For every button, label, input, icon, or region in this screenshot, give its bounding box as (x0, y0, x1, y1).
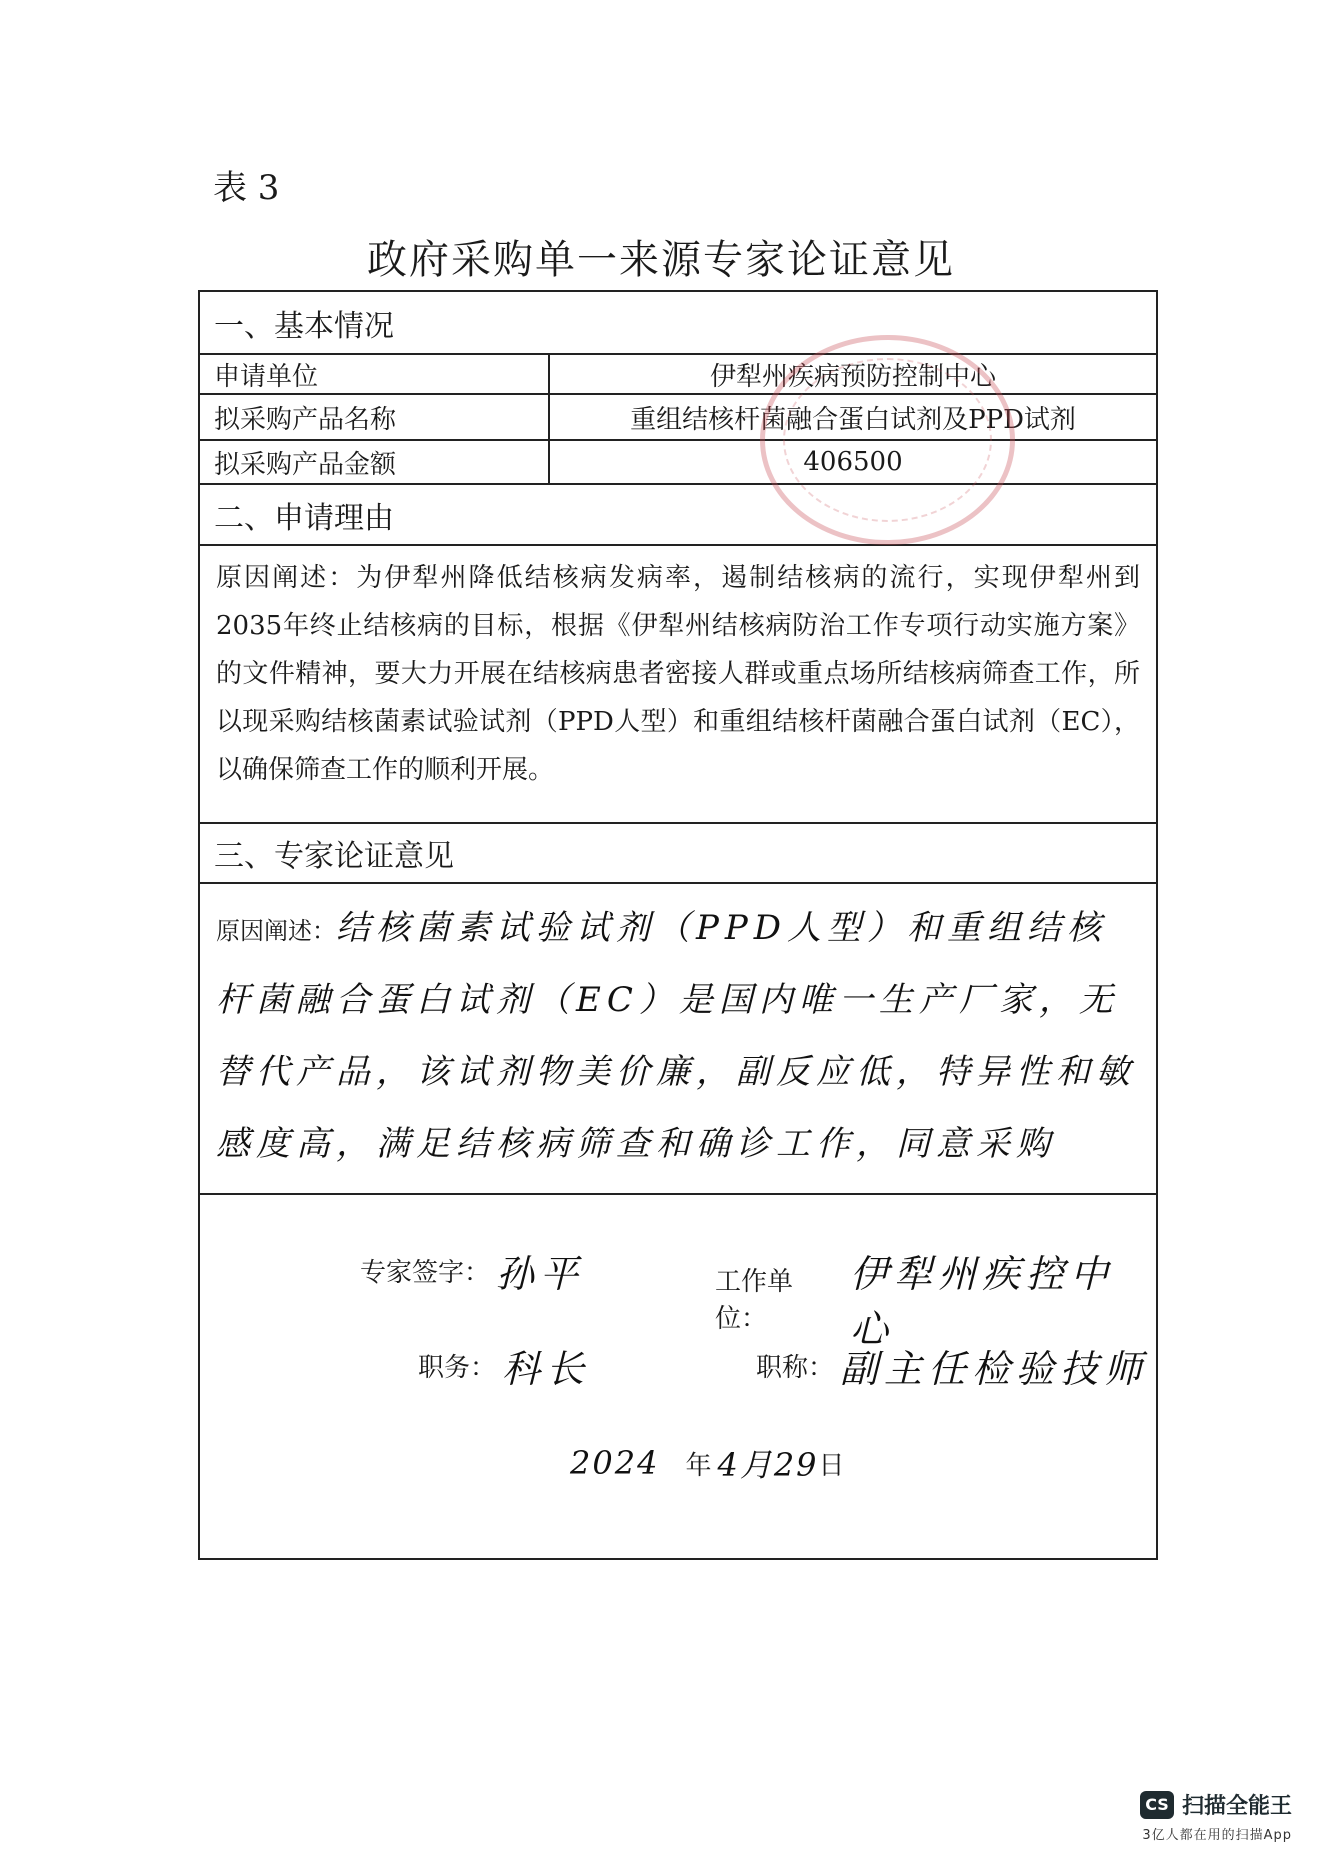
work-unit-label: 工作单位： (715, 1267, 794, 1334)
work-unit-handwriting: 伊犁州疾控中心 (850, 1252, 1115, 1351)
row-product-name (200, 395, 1156, 441)
date-month-day-handwriting: 4月29 (717, 1446, 819, 1484)
date-year-handwriting: 2024 (570, 1444, 660, 1482)
opinion-box (200, 884, 1156, 1195)
reason-text: 原因阐述：为伊犁州降低结核病发病率，遏制结核病的流行，实现伊犁州到2035年终止结核病的目标，根据《伊犁州结核病防治工作专项行动实施方案》的文件精神，要大力开展在结核病患者密接人群或重点场所结核病筛查工作，所以现采购结核菌素试验试剂（PPD人型）和重组结核杆菌融合蛋白试剂（EC），以确保筛查工作的顺利开展。 (200, 546, 1156, 824)
professional-title-label: 职称： (756, 1353, 835, 1383)
date-year-suffix: 年 (685, 1450, 712, 1481)
date-day-suffix: 日 (818, 1450, 845, 1481)
position-label: 职务： (418, 1353, 497, 1383)
scanner-tagline: 3亿人都在用的扫描App (1142, 1828, 1292, 1843)
signature-area (200, 1195, 1156, 1558)
section-reason-heading: 二、申请理由 (200, 485, 1156, 546)
professional-title-handwriting: 副主任检验技师 (840, 1347, 1149, 1391)
product-name-value: 重组结核杆菌融合蛋白试剂及PPD试剂 (630, 404, 1076, 435)
product-name-label: 拟采购产品名称 (200, 395, 550, 439)
amount-label: 拟采购产品金额 (200, 441, 550, 483)
expert-sign-handwriting: 孙平 (496, 1252, 585, 1296)
scanner-app-name: 扫描全能王 (1181, 1794, 1292, 1819)
expert-sign-label: 专家签字： (360, 1258, 491, 1288)
row-amount (200, 441, 1156, 485)
expert-opinion-form (198, 290, 1158, 1560)
row-applicant (200, 355, 1156, 395)
amount-value: 406500 (803, 447, 903, 477)
scanner-watermark (1140, 1789, 1292, 1843)
work-unit (715, 1243, 1156, 1353)
scanner-logo-icon: CS (1140, 1791, 1174, 1819)
position-handwriting: 科长 (502, 1347, 591, 1391)
section-opinion-heading: 三、专家论证意见 (200, 824, 1156, 884)
table-label: 表 3 (213, 168, 280, 208)
applicant-value: 伊犁州疾病预防控制中心 (709, 361, 996, 392)
professional-title (756, 1338, 1148, 1393)
section-basic-heading: 一、基本情况 (200, 292, 1156, 355)
position (418, 1338, 590, 1393)
applicant-label: 申请单位 (200, 355, 550, 393)
opinion-label: 原因阐述： (216, 917, 336, 945)
opinion-handwriting: 结核菌素试验试剂（PPD人型）和重组结核杆菌融合蛋白试剂（EC）是国内唯一生产厂家，无替代产品，该试剂物美价廉，副反应低，特异性和敏感度高，满足结核病筛查和确诊工作，同意采购 (216, 908, 1136, 1164)
document-title: 政府采购单一来源专家论证意见 (367, 237, 955, 283)
date-line (570, 1440, 845, 1486)
expert-signature (360, 1243, 584, 1298)
